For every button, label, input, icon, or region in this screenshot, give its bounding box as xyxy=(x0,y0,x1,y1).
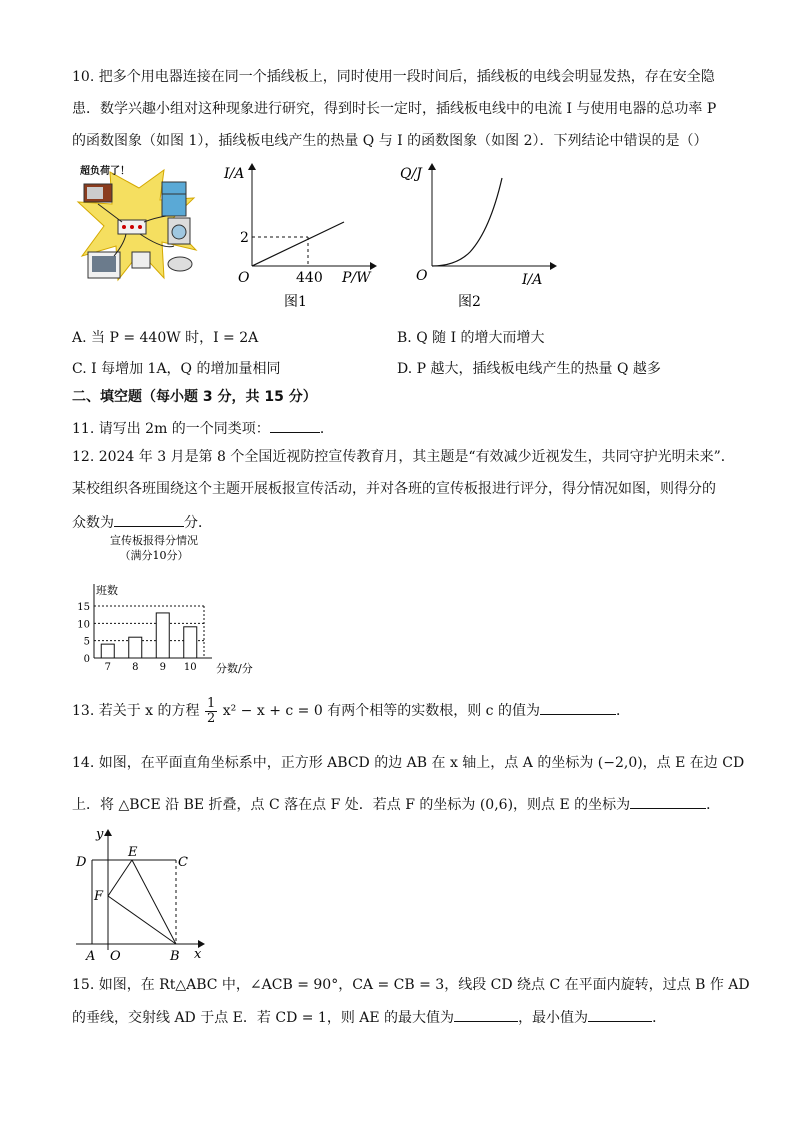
fig1-origin: O xyxy=(238,270,250,286)
chart-y-label: 班数 xyxy=(96,584,118,597)
q14-line-2 xyxy=(72,794,720,814)
fig1-line xyxy=(252,222,344,266)
figure-2 xyxy=(394,158,564,310)
q13 xyxy=(72,696,630,726)
fig2-x-label: I/A xyxy=(522,272,543,288)
fig1-x-label: P/W xyxy=(342,270,371,286)
q12-line-3 xyxy=(72,512,212,532)
bar-chart xyxy=(76,532,266,682)
overload-caption: 超负荷了！ xyxy=(80,166,130,177)
fig2-caption: 图2 xyxy=(458,294,481,310)
q14-label-x: x xyxy=(194,947,202,962)
q14-text: 上．将 △BCE 沿 BE 折叠，点 C 落在点 F 处．若点 F 的坐标为 (0,6)，则点 E 的坐标为 xyxy=(72,797,631,813)
option-c: C. I 每增加 1A，Q 的增加量相同 xyxy=(72,361,281,377)
fig1-x-tick: 440 xyxy=(296,270,323,286)
q14-label-b: B xyxy=(170,949,180,964)
option-a: A. 当 P = 440W 时，I = 2A xyxy=(72,330,259,346)
q14-seg-eb xyxy=(132,860,176,944)
chart-y-tick-label: 15 xyxy=(77,602,90,613)
q15-max-blank xyxy=(454,1007,518,1022)
fig2-y-label: Q/J xyxy=(400,166,422,182)
q12-text-b: 分． xyxy=(184,515,212,531)
q14-label-o: O xyxy=(110,949,121,964)
fig1-caption: 图1 xyxy=(284,294,307,310)
q14-label-y: y xyxy=(96,827,104,842)
fig1-y-label: I/A xyxy=(224,166,245,182)
q14-label-c: C xyxy=(178,855,188,870)
q10-line-3: 的函数图象（如图 1），插线板电线产生的热量 Q 与 I 的函数图象（如图 2）．下列结论中错误的是（） xyxy=(72,133,708,149)
option-b: B. Q 随 I 的增大而增大 xyxy=(397,330,545,346)
q11-end: ． xyxy=(319,421,334,437)
chart-x-tick-label: 7 xyxy=(104,662,111,673)
q15-line-1: 15. 如图，在 Rt△ABC 中，∠ACB = 90°，CA = CB = 3，线段 CD 绕点 C 在平面内旋转，过点 B 作 AD xyxy=(72,977,750,993)
q15-min-blank xyxy=(588,1007,652,1022)
q13-answer-blank xyxy=(540,700,616,715)
q10-line-2: 患．数学兴趣小组对这种现象进行研究，得到时长一定时，插线板电线中的电流 I 与使用电器的总功率 P xyxy=(72,101,717,117)
chart-x-tick-label: 8 xyxy=(132,662,139,673)
figure-1 xyxy=(216,158,386,310)
q12-line-2: 某校组织各班围绕这个主题开展板报宣传活动，并对各班的宣传板报进行评分，得分情况如图，则得分的 xyxy=(72,481,716,497)
section-2-title: 二、填空题（每小题 3 分，共 15 分） xyxy=(72,389,317,405)
q14-label-e: E xyxy=(128,845,138,860)
chart-x-tick-label: 9 xyxy=(159,662,166,673)
q10-line-1: 10. 把多个用电器连接在同一个插线板上，同时使用一段时间后，插线板的电线会明显发热，存在安全隐 xyxy=(72,69,715,85)
chart-y-tick-label: 10 xyxy=(77,619,90,631)
q14-figure xyxy=(72,826,222,966)
q11-answer-blank xyxy=(270,418,320,433)
option-d: D. P 越大，插线板电线产生的热量 Q 越多 xyxy=(397,361,661,377)
q12-line-1: 12. 2024 年 3 月是第 8 个全国近视防控宣传教育月，其主题是“有效减少近视发生，共同守护光明未来”． xyxy=(72,449,735,465)
q14-label-a: A xyxy=(86,949,96,964)
q13-prefix: 13. 若关于 x 的方程 xyxy=(72,703,200,719)
q14-seg-fb xyxy=(108,896,176,944)
q13-end: ． xyxy=(615,703,630,719)
chart-title: 宣传板报得分情况 xyxy=(110,534,198,547)
q13-fraction xyxy=(205,697,217,726)
chart-x-tick-label: 10 xyxy=(183,662,197,673)
chart-subtitle: （满分10分） xyxy=(119,549,189,562)
fig2-origin: O xyxy=(416,268,428,284)
q14-answer-blank xyxy=(630,794,706,809)
q13-frac-den: 2 xyxy=(206,710,216,726)
q11 xyxy=(72,418,334,438)
q14-seg-ef xyxy=(108,860,132,896)
q15-text-a: 的垂线，交射线 AD 于点 E．若 CD = 1，则 AE 的最大值为 xyxy=(72,1010,455,1026)
chart-y-tick-label: 0 xyxy=(83,654,90,665)
fig1-y-tick: 2 xyxy=(240,230,249,246)
q15-line-2 xyxy=(72,1007,666,1027)
fig2-curve xyxy=(432,178,502,266)
q14-label-f: F xyxy=(94,889,104,904)
q14-label-d: D xyxy=(76,855,87,870)
q12-answer-blank xyxy=(114,512,184,527)
q15-end: ． xyxy=(652,1010,667,1026)
overload-illustration xyxy=(74,160,204,286)
chart-bar xyxy=(129,637,142,658)
q14-line-1: 14. 如图，在平面直角坐标系中，正方形 ABCD 的边 AB 在 x 轴上，点 A 的坐标为 (−2,0)，点 E 在边 CD xyxy=(72,755,745,771)
q13-suffix: x² − x + c = 0 有两个相等的实数根，则 c 的值为 xyxy=(222,703,540,719)
q14-end: ． xyxy=(706,797,721,813)
q12-text-a: 众数为 xyxy=(72,515,114,531)
q11-text: 11. 请写出 2m 的一个同类项： xyxy=(72,421,270,437)
chart-bar xyxy=(156,613,169,658)
chart-bar xyxy=(101,644,114,658)
chart-bar xyxy=(184,627,197,658)
chart-x-label: 分数/分 xyxy=(216,662,253,675)
q15-text-b: ，最小值为 xyxy=(518,1010,589,1026)
chart-y-tick-label: 5 xyxy=(83,636,90,648)
q13-frac-num: 1 xyxy=(206,695,216,711)
